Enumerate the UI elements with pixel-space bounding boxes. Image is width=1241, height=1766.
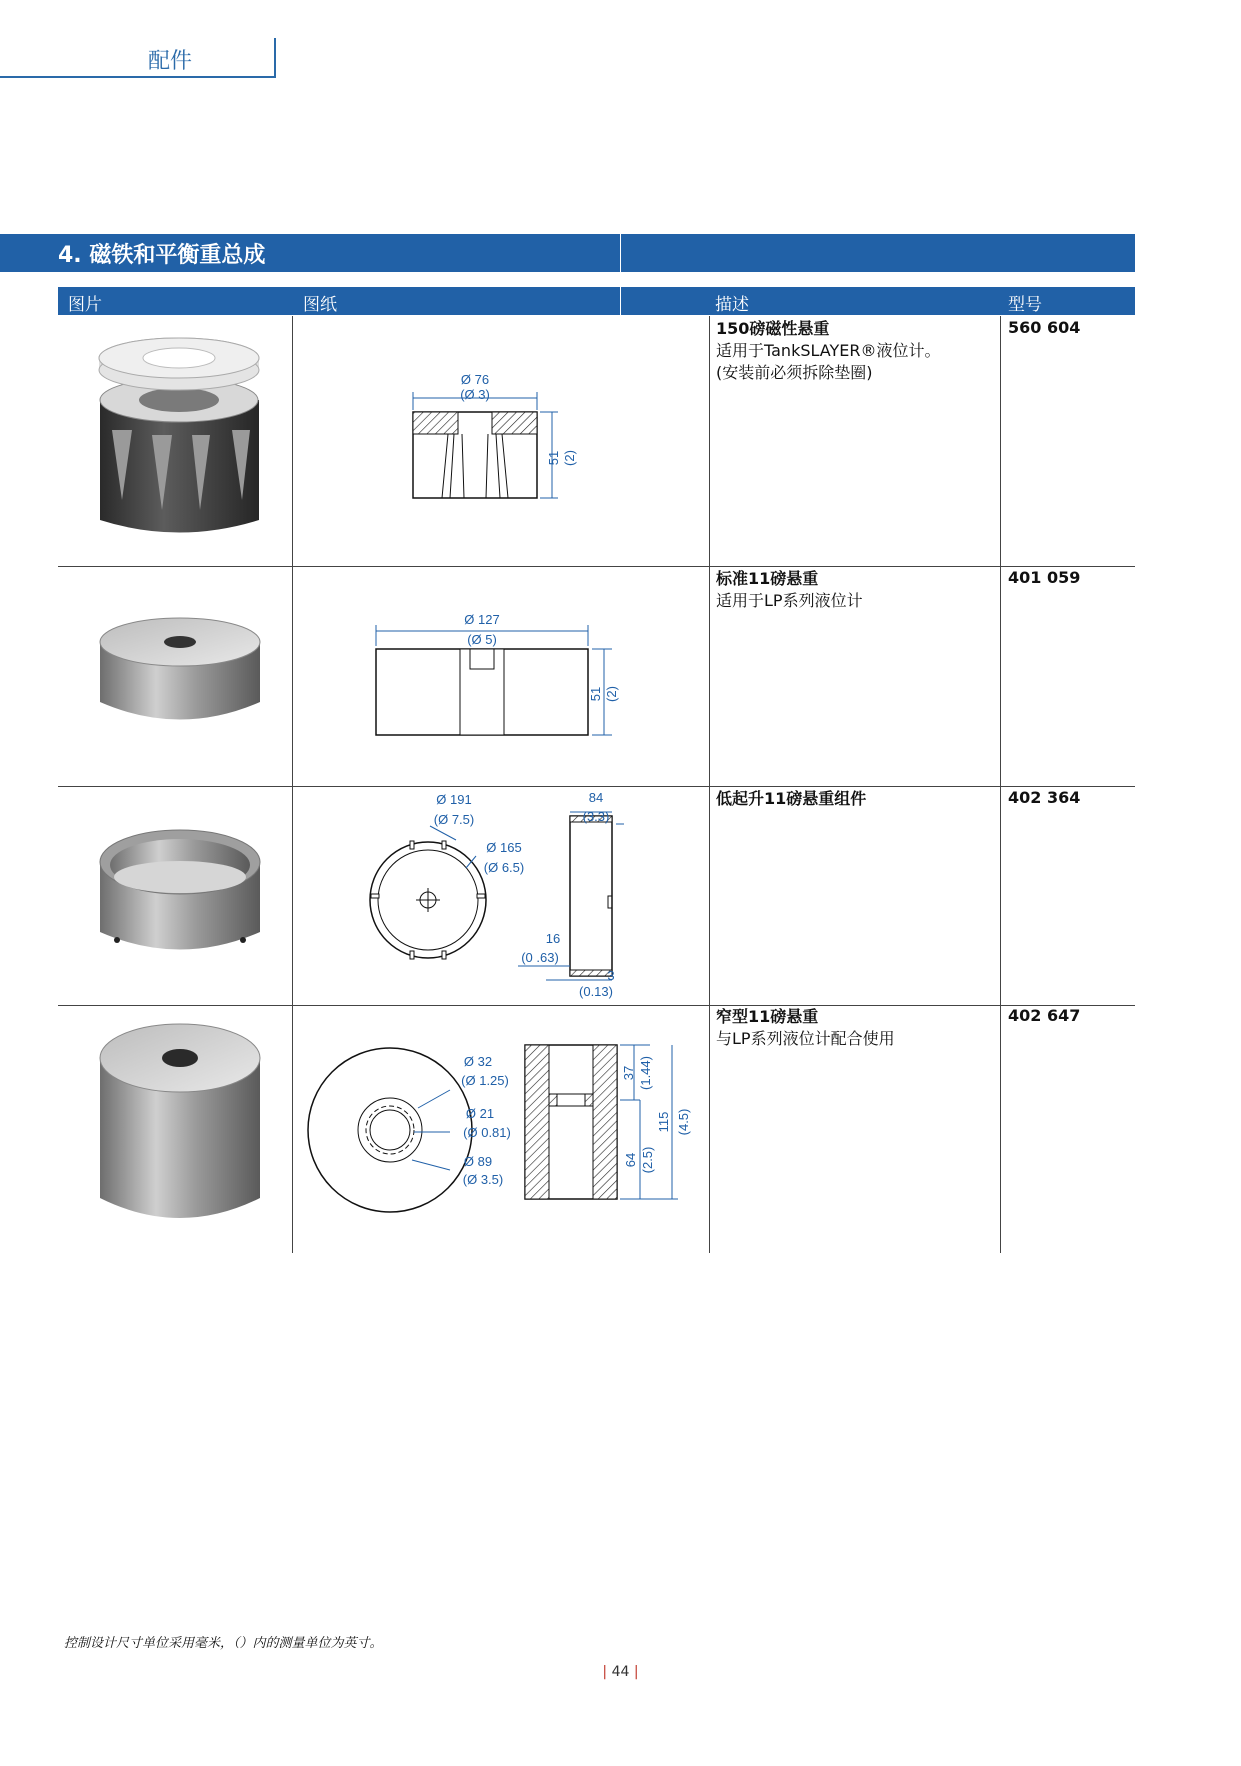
dim-height-mm: 51 (546, 450, 561, 466)
dim-height-in: (2) (562, 450, 577, 466)
table-header-divider (620, 287, 621, 315)
section-bar-divider (620, 234, 621, 272)
dim-inner-diameter-mm: Ø 165 (486, 840, 522, 855)
dim-outer-diameter-in: (Ø 7.5) (433, 812, 475, 827)
description-row-2 (716, 568, 863, 612)
model-number: 560 604 (1008, 318, 1081, 337)
dim-height-mm: 51 (588, 686, 603, 702)
product-name: 标准11磅悬重 (716, 569, 819, 588)
header-tab (0, 38, 276, 78)
photo-magnetic-weight (92, 330, 267, 550)
description-row-3 (716, 788, 866, 810)
section-title: 4. 磁铁和平衡重总成 (58, 243, 266, 268)
photo-standard-weight (95, 612, 265, 732)
column-header-description: 描述 (715, 295, 749, 315)
description-line: 与LP系列液位计配合使用 (716, 1029, 895, 1048)
column-header-drawing: 图纸 (303, 295, 337, 315)
column-divider-3 (1000, 316, 1001, 1253)
dim-lower-height-in: (2.5) (640, 1146, 655, 1174)
header-tab-label: 配件 (148, 49, 193, 74)
description-row-4 (716, 1006, 895, 1050)
product-name: 150磅磁性悬重 (716, 319, 830, 338)
product-name: 窄型11磅悬重 (716, 1007, 819, 1026)
dim-base-in: (0 .63) (521, 950, 559, 965)
section-title-bar (0, 234, 1135, 272)
dim-outer-diameter-mm: Ø 89 (463, 1154, 493, 1169)
footnote: 控制设计尺寸单位采用毫米，（）内的测量单位为英寸。 (64, 1636, 383, 1651)
description-line: 适用于LP系列液位计 (716, 591, 863, 610)
drawing-low-lift-weight (368, 788, 648, 1000)
dim-inner-diameter-in: (Ø 6.5) (483, 860, 525, 875)
description-line: 适用于TankSLAYER®液位计。 (716, 341, 941, 360)
dim-width-in: (3.3) (582, 809, 610, 824)
photo-low-lift-weight (95, 822, 265, 967)
dim-upper-height-mm: 37 (621, 1065, 636, 1081)
product-name: 低起升11磅悬重组件 (716, 789, 867, 808)
description-line: (安装前必须拆除垫圈) (716, 363, 873, 382)
dim-total-height-in: (4.5) (676, 1108, 691, 1136)
dim-bore-diameter-in: (Ø 1.25) (461, 1073, 509, 1088)
row-divider-1 (58, 566, 1135, 567)
page-number: | 44 | (602, 1664, 639, 1680)
dim-lower-height-mm: 64 (623, 1152, 638, 1168)
dim-total-height-mm: 115 (656, 1111, 671, 1133)
dim-diameter-in: (Ø 5) (467, 632, 497, 647)
table-header (58, 287, 1135, 315)
dim-lip-mm: 3 (607, 968, 615, 983)
photo-narrow-weight (95, 1018, 265, 1238)
model-number: 402 647 (1008, 1006, 1081, 1025)
dim-outer-diameter-in: (Ø 3.5) (462, 1172, 504, 1187)
dim-diameter-mm: Ø 76 (460, 372, 490, 387)
drawing-magnetic-weight (380, 370, 600, 520)
row-divider-3 (58, 1005, 1135, 1006)
dim-lip-in: (0.13) (579, 984, 613, 999)
column-header-photo: 图片 (68, 295, 102, 315)
dim-base-mm: 16 (545, 931, 561, 946)
row-divider-2 (58, 786, 1135, 787)
drawing-standard-weight (360, 606, 650, 746)
description-row-1 (716, 318, 940, 384)
column-divider-2 (709, 316, 710, 1253)
dim-diameter-mm: Ø 127 (464, 612, 500, 627)
dim-bore-diameter-mm: Ø 32 (463, 1054, 493, 1069)
dim-width-mm: 84 (588, 790, 604, 805)
model-number: 401 059 (1008, 568, 1081, 587)
dim-neck-diameter-in: (Ø 0.81) (463, 1125, 511, 1140)
model-number: 402 364 (1008, 788, 1081, 807)
dim-upper-height-in: (1.44) (638, 1056, 653, 1090)
dim-height-in: (2) (604, 686, 619, 702)
dim-outer-diameter-mm: Ø 191 (436, 792, 472, 807)
dim-neck-diameter-mm: Ø 21 (465, 1106, 495, 1121)
dim-diameter-in: (Ø 3) (460, 387, 490, 402)
page-number-value: 44 (611, 1664, 630, 1680)
drawing-narrow-weight (300, 1030, 700, 1230)
column-header-model: 型号 (1008, 295, 1042, 315)
column-divider-1 (292, 316, 293, 1253)
